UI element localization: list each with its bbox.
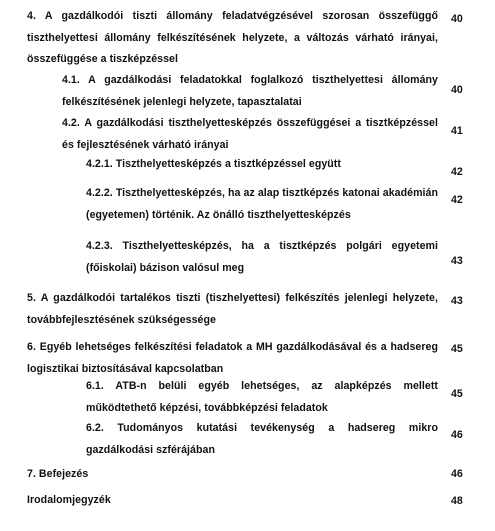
- toc-entry-title: 6.2. Tudományos kutatási tevékenység a hadsereg mikro gazdálkodási szférájában: [86, 422, 438, 456]
- toc-page-number: 45: [451, 388, 463, 400]
- toc-entry-title: 6.1. ATB-n belüli egyéb lehetséges, az alapképzés mellett működtethető képzési, továbbképzési feladatok: [86, 380, 438, 414]
- toc-entry-title: 4. A gazdálkodói tiszti állomány feladatvégzésével szorosan összefüggő tiszthelyettesi állomány felkészítésének helyzete, a változás várható irányai, összefüggése a tiszképzéssel: [27, 10, 438, 65]
- toc-page-number: 46: [451, 429, 463, 441]
- toc-entry-title: Irodalomjegyzék: [27, 494, 111, 506]
- toc-page-number: 42: [451, 166, 463, 178]
- toc-page-number: 43: [451, 255, 463, 267]
- toc-entry-title: 4.2.3. Tiszthelyettesképzés, ha a tisztképzés polgári egyetemi (főiskolai) bázison valósul meg: [86, 240, 438, 274]
- toc-page-number: 42: [451, 194, 463, 206]
- toc-entry-title: 7. Befejezés: [27, 468, 89, 480]
- toc-entry-title: 4.2.2. Tiszthelyettesképzés, ha az alap tisztképzés katonai akadémián (egyetemen) történik. Az önálló tiszthelyettesképzés: [86, 187, 438, 221]
- toc-page-number: 40: [451, 13, 463, 25]
- toc-page-number: 46: [451, 468, 463, 480]
- toc-entry-title: 4.1. A gazdálkodási feladatokkal foglalkozó tiszthelyettesi állomány felkészítésének jelenlegi helyzete, tapasztalatai: [62, 74, 438, 108]
- toc-entry-title: 6. Egyéb lehetséges felkészítési feladatok a MH gazdálkodásával és a hadsereg logisztikai biztosításával kapcsolatban: [27, 341, 438, 375]
- toc-entry-title: 4.2. A gazdálkodási tiszthelyettesképzés összefüggései a tisztképzéssel és fejlesztésének várható irányai: [62, 117, 438, 151]
- toc-entry-title: 5. A gazdálkodói tartalékos tiszti (tiszhelyettesi) felkészítés jelenlegi helyzete, továbbfejlesztésének szükségessége: [27, 292, 438, 326]
- toc-page-number: 41: [451, 125, 463, 137]
- toc-page-number: 45: [451, 343, 463, 355]
- toc-page-number: 40: [451, 84, 463, 96]
- toc-page-number: 48: [451, 495, 463, 507]
- toc-entry-title: 4.2.1. Tiszthelyettesképzés a tisztképzéssel együtt: [86, 158, 341, 170]
- toc-page-number: 43: [451, 295, 463, 307]
